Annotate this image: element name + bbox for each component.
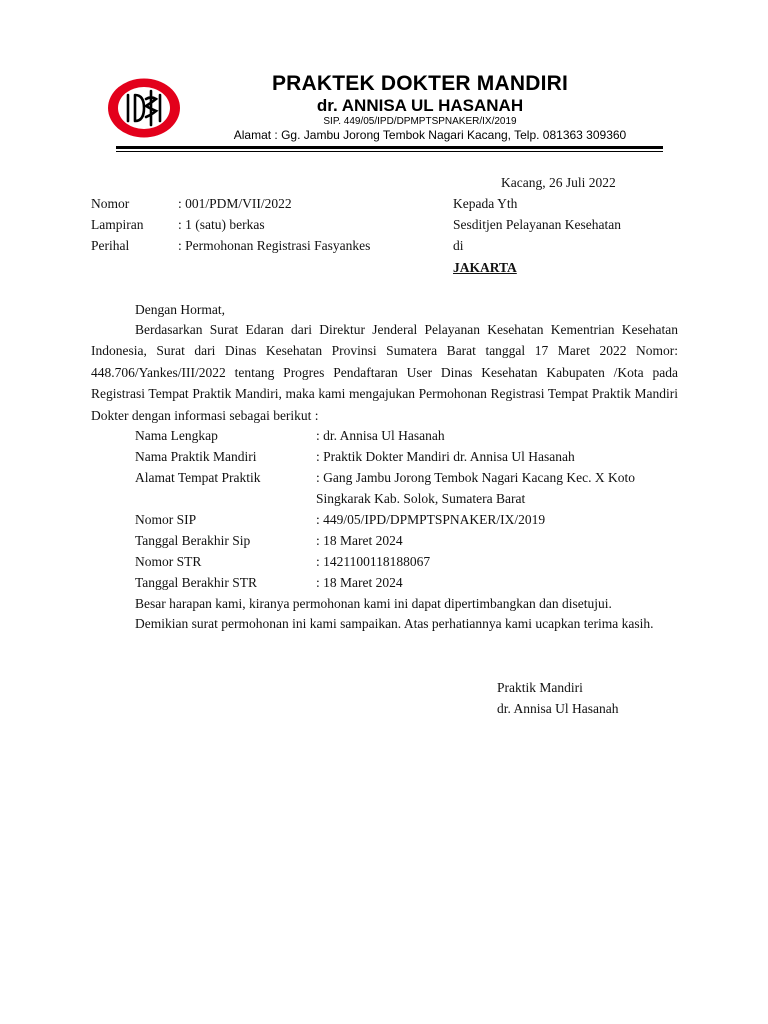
recipient-line1: Kepada Yth (453, 196, 518, 211)
closing-sentence: Demikian surat permohonan ini kami sampaikan. Atas perhatiannya kami ucapkan terima kasih. (135, 616, 654, 631)
letterhead (190, 72, 650, 142)
meta-value-perihal: : Permohonan Registrasi Fasyankes (178, 238, 371, 253)
recipient-line2: Sesditjen Pelayanan Kesehatan (453, 217, 621, 232)
letter-date: Kacang, 26 Juli 2022 (501, 175, 616, 190)
idi-logo-icon (106, 77, 182, 139)
detail-label: Nama Praktik Mandiri (135, 449, 257, 464)
detail-label: Nama Lengkap (135, 428, 218, 443)
detail-label: Tanggal Berakhir STR (135, 575, 258, 590)
recipient-city: JAKARTA (453, 260, 517, 275)
detail-value: : 18 Maret 2024 (316, 575, 403, 590)
meta-value-lampiran: : 1 (satu) berkas (178, 217, 265, 232)
letterhead-title: PRAKTEK DOKTER MANDIRI (271, 72, 569, 95)
detail-value: : 449/05/IPD/DPMPTSPNAKER/IX/2019 (316, 512, 546, 527)
letterhead-doctor: dr. ANNISA UL HASANAH (316, 96, 524, 115)
letterhead-sip: SIP. 449/05/IPD/DPMPTSPNAKER/IX/2019 (323, 116, 517, 127)
body-paragraph: Berdasarkan Surat Edaran dari Direktur Jenderal Pelayanan Kesehatan Kementrian Kesehatan Indonesia, Surat dari Dinas Kesehatan Provinsi Sumatera Barat tanggal 17 Maret 2022 Nomor: 448.706/Yankes/III/2022 tentang Progres Pendaftaran User Dinas Kesehatan Kabupaten /Kota pada Registrasi Tempat Praktik Mandiri, maka kami mengajukan Permohonan Registrasi Tempat Praktik Mandiri Dokter dengan informasi sebagai berikut : (91, 322, 678, 423)
salutation: Dengan Hormat, (135, 302, 225, 317)
detail-label: Alamat Tempat Praktik (135, 470, 261, 485)
meta-label-nomor: Nomor (91, 196, 130, 211)
letterhead-rule-thin (116, 151, 663, 152)
detail-value: : 18 Maret 2024 (316, 533, 403, 548)
letterhead-rule-thick (116, 146, 663, 149)
detail-value: : dr. Annisa Ul Hasanah (316, 428, 445, 443)
detail-label: Nomor STR (135, 554, 202, 569)
meta-label-perihal: Perihal (91, 238, 130, 253)
signature-name: dr. Annisa Ul Hasanah (497, 701, 619, 716)
detail-label: Nomor SIP (135, 512, 197, 527)
detail-value: : Praktik Dokter Mandiri dr. Annisa Ul Hasanah (316, 449, 575, 464)
detail-label: Tanggal Berakhir Sip (135, 533, 251, 548)
signature-line1: Praktik Mandiri (497, 680, 583, 695)
recipient-line3: di (453, 238, 464, 253)
detail-value: : 1421100118188067 (316, 554, 431, 569)
meta-label-lampiran: Lampiran (91, 217, 144, 232)
detail-value: : Gang Jambu Jorong Tembok Nagari Kacang Kec. X Koto (316, 470, 635, 485)
detail-value-continued: Singkarak Kab. Solok, Sumatera Barat (316, 491, 526, 506)
hope-sentence: Besar harapan kami, kiranya permohonan kami ini dapat dipertimbangkan dan disetujui. (135, 596, 612, 611)
meta-value-nomor: : 001/PDM/VII/2022 (178, 196, 292, 211)
letterhead-address: Alamat : Gg. Jambu Jorong Tembok Nagari Kacang, Telp. 081363 309360 (233, 128, 627, 142)
